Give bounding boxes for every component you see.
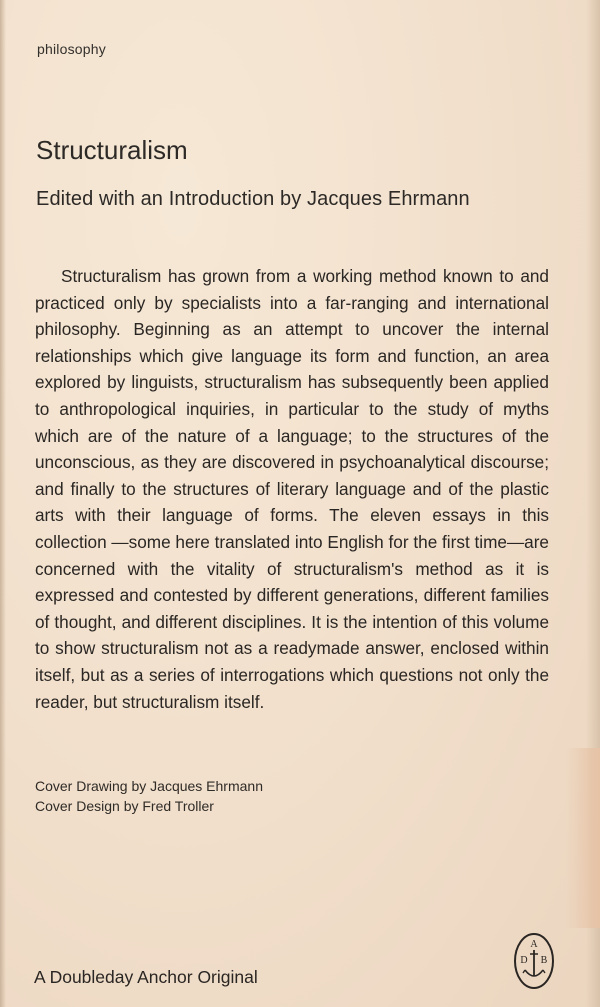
cover-credits xyxy=(35,776,263,816)
logo-letter-d: D xyxy=(520,955,528,966)
category-label: philosophy xyxy=(37,41,106,57)
book-subtitle: Edited with an Introduction by Jacques Ehrmann xyxy=(36,188,470,210)
cover-left-edge xyxy=(0,0,6,1007)
logo-letter-b: B xyxy=(540,955,548,966)
publisher-line: A Doubleday Anchor Original xyxy=(34,967,258,987)
cover-wear-mark xyxy=(566,748,600,928)
logo-letter-a: A xyxy=(530,939,538,950)
book-title: Structuralism xyxy=(36,135,188,165)
cover-drawing-credit: Cover Drawing by Jacques Ehrmann xyxy=(35,778,263,794)
cover-design-credit: Cover Design by Fred Troller xyxy=(35,798,214,814)
book-description: Structuralism has grown from a working method known to and practiced only by specialists into a far-ranging and international philosophy. Beginning as an attempt to uncover the internal relationships which give language its form and function, an area explored by linguists, structuralism has subsequently been applied to anthropological inquiries, in particular to the study of myths which are of the nature of a language; to the structures of the unconscious, as they are discovered in psychoanalytical discourse; and finally to the structures of literary language and of the plastic arts with their language of forms. The eleven essays in this collection —some here translated into English for the first time—are concerned with the vitality of structuralism's method as it is expressed and contested by different generations, different families of thought, and different disciplines. It is the intention of this volume to show structuralism not as a readymade answer, enclosed within itself, but as a series of interrogations which questions not only the reader, but structuralism itself. xyxy=(35,266,549,712)
anchor-logo-icon xyxy=(513,932,555,990)
